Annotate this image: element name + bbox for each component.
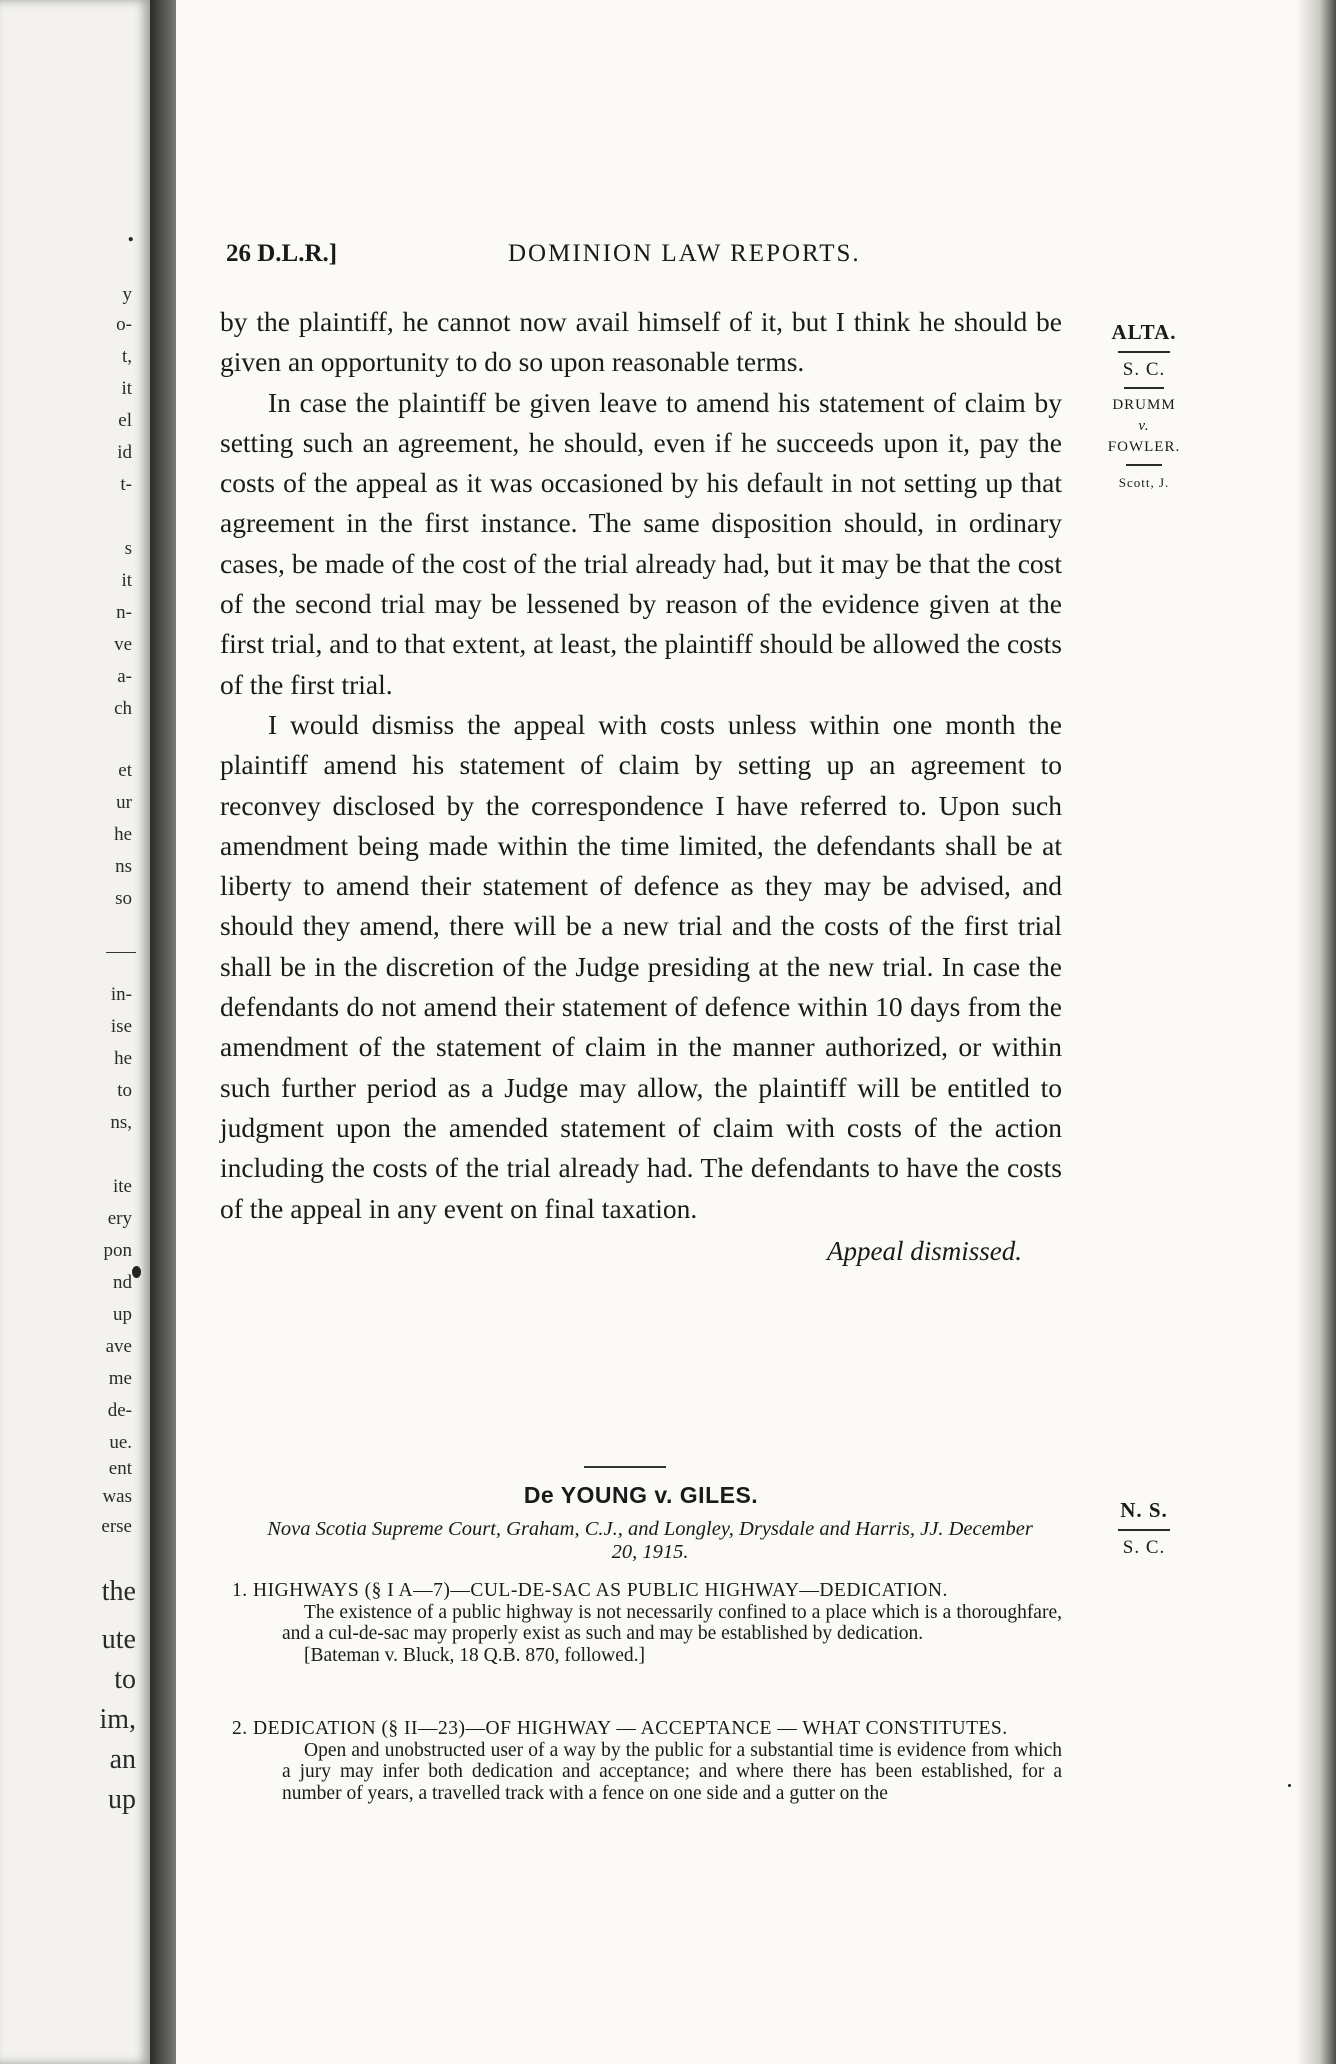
margin-fragment: ch [114, 698, 132, 719]
margin-fragment: id [117, 442, 132, 463]
margin-fragment: up [108, 1784, 136, 1815]
margin-fragment: the [101, 1576, 136, 1607]
headnote-lead: 1. HIGHWAYS (§ I A—7)—CUL-DE-SAC AS PUBLIC HIGHWAY—DEDICATION. [232, 1580, 948, 1601]
case-name-line: FOWLER. [1107, 439, 1181, 455]
margin-fragment: el [118, 410, 132, 431]
headnote [232, 1580, 1062, 1666]
margin-fragment: up [113, 1304, 132, 1325]
margin-fragment: me [108, 1368, 132, 1389]
margin-fragment: s [124, 538, 132, 559]
print-speck [1288, 1784, 1291, 1787]
margin-fragment: et [118, 760, 132, 781]
case-versus: v. [1138, 418, 1150, 434]
margin-rule [1124, 387, 1164, 389]
margin-fragment: ise [110, 1016, 132, 1037]
margin-fragment: he [114, 1048, 132, 1069]
headnote-text: The existence of a public highway is not necessarily confined to a place which is a thoroughfare, and a cul-de-sac may properly exist as such and may be established by dedication. [282, 1601, 1062, 1644]
judgment-text [220, 302, 1062, 1271]
page-header [226, 240, 1276, 280]
margin-fragment: ent [108, 1458, 132, 1479]
book-gutter [150, 0, 176, 2064]
margin-fragment: pon [103, 1240, 132, 1261]
case-separator [584, 1466, 666, 1468]
margin-fragment: n- [116, 602, 132, 623]
margin-fragment: a- [117, 666, 132, 687]
margin-fragment: ns [115, 856, 132, 877]
margin-fragment: to [114, 1664, 136, 1695]
margin-rule [1118, 1529, 1170, 1531]
margin-fragment: erse [101, 1516, 132, 1537]
margin-fragment: y [122, 284, 132, 305]
margin-fragment: ave [105, 1336, 132, 1357]
margin-fragment: ns, [110, 1112, 132, 1133]
margin-fragment: he [114, 824, 132, 845]
margin-fragment: ue. [109, 1432, 132, 1453]
margin-fragment: ute [101, 1624, 136, 1655]
court-label: S. C. [1122, 1537, 1166, 1558]
headnote-citation: [Bateman v. Bluck, 18 Q.B. 870, followed.] [304, 1644, 646, 1666]
margin-fragment: ur [116, 792, 132, 813]
margin-fragment: t- [120, 474, 132, 495]
volume-reference: 26 D.L.R.] [226, 240, 338, 267]
page [176, 0, 1336, 2064]
jurisdiction-label: N. S. [1120, 1498, 1168, 1522]
paragraph: In case the plaintiff be given leave to amend his statement of claim by setting such an agreement, he should, even if he succeeds upon it, pay the costs of the appeal as it was occasioned by his default in not setting up that agreement in the first instance. The same disposition should, in ordinary cases, be made of the cost of the trial already had, but it may be that the cost of the second trial may be lessened by reason of the evidence given at the first trial, and to that extent, at least, the plaintiff should be allowed the costs of the first trial. [220, 386, 1062, 700]
page-edge-shadow [1296, 0, 1336, 2064]
margin-fragment: nd [113, 1272, 132, 1293]
margin-fragment: an [109, 1744, 136, 1775]
margin-note-alta [1084, 320, 1204, 493]
margin-fragment: . [127, 218, 134, 247]
margin-fragment: was [102, 1486, 132, 1507]
court-and-date: Nova Scotia Supreme Court, Graham, C.J., and Longley, Drysdale and Harris, JJ. December 20, 1915. [267, 1518, 1033, 1563]
margin-fragment: it [121, 570, 132, 591]
margin-rule [1118, 351, 1170, 353]
jurisdiction-label: ALTA. [1111, 320, 1177, 344]
court-label: S. C. [1122, 359, 1166, 380]
margin-fragment: so [115, 888, 132, 909]
paragraph: I would dismiss the appeal with costs unless within one month the plaintiff amend his statement of claim by setting up an agreement to reconvey disclosed by the correspondence I have referred to. Upon such amendment being made within the time limited, the defendants shall be at liberty to amend their statement of defence as they may be advised, and should they amend, there will be a new trial and the costs of the first trial shall be in the discretion of the Judge presiding at the new trial. In case the defendants do not amend their statement of defence within 10 days from the amendment of the statement of claim in the manner authorized, or within such further period as a Judge may allow, the plaintiff will be entitled to judgment upon the amended statement of claim with costs of the action including the costs of the trial already had. The defendants to have the costs of the appeal in any event on final taxation. [220, 708, 1062, 1224]
margin-fragment: in- [110, 984, 132, 1005]
margin-fragment: o- [116, 314, 132, 335]
margin-fragment: de- [107, 1400, 132, 1421]
disposition: Appeal dismissed. [827, 1235, 1022, 1266]
margin-fragment: im, [99, 1704, 136, 1735]
margin-fragment: t, [121, 346, 132, 367]
judge-label: Scott, J. [1118, 475, 1170, 490]
facing-page-edge [0, 0, 150, 2064]
margin-rule [106, 952, 136, 953]
margin-fragment: ery [107, 1208, 132, 1229]
headnote-text: Open and unobstructed user of a way by the public for a substantial time is evidence from which a jury may infer both dedication and acceptance; and where there has been established, for a number of years, a travelled track with a fence on one side and a gutter on the [282, 1739, 1062, 1804]
case-title: De YOUNG v. GILES. [523, 1482, 759, 1508]
margin-rule [1126, 464, 1162, 466]
headnote-lead: 2. DEDICATION (§ II—23)—OF HIGHWAY — ACCEPTANCE — WHAT CONSTITUTES. [232, 1718, 1008, 1739]
margin-fragment: ite [113, 1176, 132, 1197]
paragraph: by the plaintiff, he cannot now avail himself of it, but I think he should be given an opportunity to do so upon reasonable terms. [220, 306, 1062, 378]
headnote [232, 1718, 1062, 1804]
case-name-line: DRUMM [1112, 397, 1176, 413]
margin-fragment: to [117, 1080, 132, 1101]
margin-fragment: ve [114, 634, 132, 655]
print-speck [132, 1266, 141, 1278]
margin-note-ns [1084, 1498, 1204, 1559]
margin-fragment: it [121, 378, 132, 399]
running-title: DOMINION LAW REPORTS. [508, 240, 861, 267]
